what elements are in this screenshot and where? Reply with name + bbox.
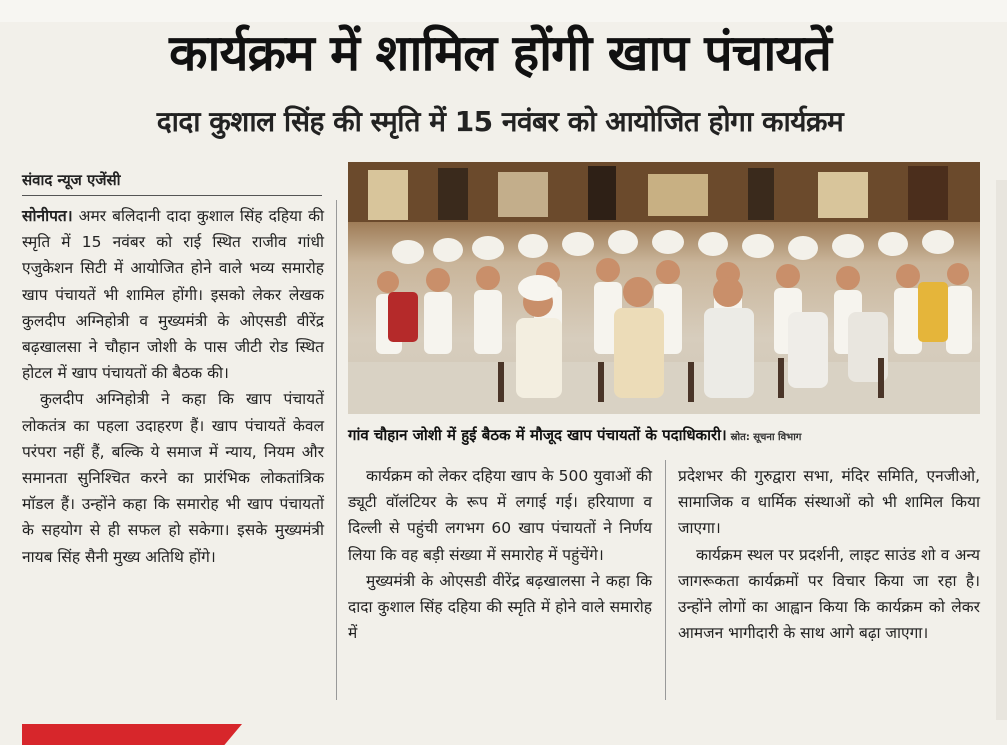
next-section-tag	[22, 724, 242, 745]
adjacent-page-edge	[996, 180, 1007, 720]
byline-rule	[22, 195, 322, 196]
paragraph: मुख्यमंत्री के ओएसडी वीरेंद्र बढ़खालसा ने कहा कि दादा कुशाल सिंह दहिया की स्मृति में होने वाले समारोह में	[348, 571, 652, 643]
paragraph: कुलदीप अग्निहोत्री ने कहा कि खाप पंचायतें लोकतंत्र का पहला उदाहरण हैं। खाप पंचायतें केवल परंपरा नहीं हैं, बल्कि ये समाज में न्याय, नियम और समानता सुनिश्चित करने का प्रारंभिक लोकतांत्रिक मॉडल हैं। उन्होंने कहा कि समारोह भी खाप पंचायतों के सहयोग से ही सफल हो सकेगा। इसके मुख्यमंत्री नायब सिंह सैनी मुख्य अतिथि होंगे।	[22, 390, 324, 566]
photo-caption	[348, 420, 980, 450]
caption-text: गांव चौहान जोशी में हुई बैठक में मौजूद खाप पंचायतों के पदाधिकारी।	[348, 426, 727, 444]
headline: कार्यक्रम में शामिल होंगी खाप पंचायतें	[169, 24, 831, 82]
article-column-2	[348, 463, 652, 646]
paragraph: अमर बलिदानी दादा कुशाल सिंह दहिया की स्मृति में 15 नवंबर को राई स्थित राजीव गांधी एजुकेशन सिटी में आयोजित होने वाले भव्य समारोह खाप पंचायतें भी शामिल होंगी। इसको लेकर लेखक कुलदीप अग्निहोत्री व मुख्यमंत्री के ओएसडी वीरेंद्र बढ़खालसा ने चौहान जोशी के पास जीटी रोड स्थित होटल में खाप पंचायतों की बैठक की।	[22, 207, 324, 383]
paragraph: कार्यक्रम को लेकर दहिया खाप के 500 युवाओं की ड्यूटी वॉलंटियर के रूप में लगाई गई। हरियाणा व दिल्ली से पहुंची लगभग 60 खाप पंचायतों ने निर्णय लिया कि वह बड़ी संख्या में समारोह में पहुंचेंगे।	[348, 467, 652, 564]
subheadline: दादा कुशाल सिंह की स्मृति में 15 नवंबर को आयोजित होगा कार्यक्रम	[156, 105, 844, 138]
dateline: सोनीपत।	[22, 207, 73, 225]
article-column-3	[678, 463, 980, 646]
photo-credit: स्रोत: सूचना विभाग	[730, 432, 802, 443]
article-column-1	[22, 203, 324, 570]
column-divider	[336, 200, 337, 700]
paragraph: कार्यक्रम स्थल पर प्रदर्शनी, लाइट साउंड शो व अन्य जागरूकता कार्यक्रमों पर विचार किया जा रहा है। उन्होंने लोगों का आह्वान किया कि कार्यक्रम को लेकर आमजन भागीदारी के साथ आगे बढ़ा जाएगा।	[678, 545, 980, 643]
paragraph: प्रदेशभर की गुरुद्वारा सभा, मंदिर समिति, एनजीओ, सामाजिक व धार्मिक संस्थाओं को भी शामिल किया जाएगा।	[678, 467, 980, 538]
column-divider	[665, 460, 666, 700]
photo-illustration	[348, 162, 980, 414]
meeting-photo	[348, 162, 980, 414]
agency-byline: संवाद न्यूज एजेंसी	[22, 171, 121, 189]
